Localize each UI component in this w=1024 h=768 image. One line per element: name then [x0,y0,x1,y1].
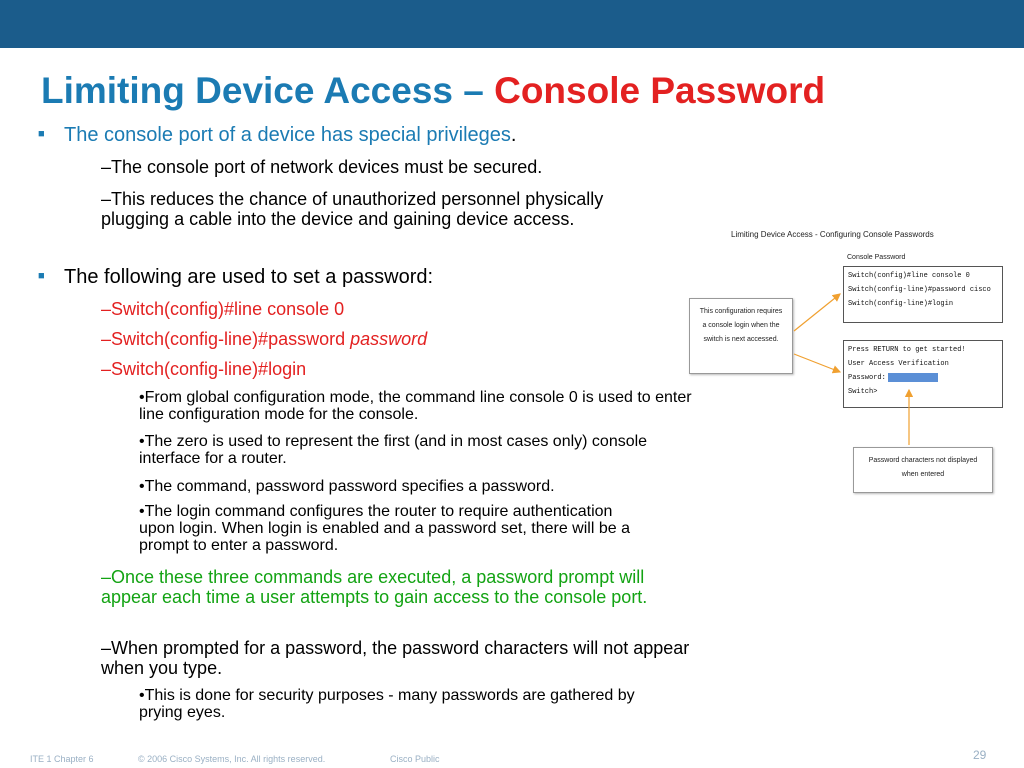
login-line: User Access Verification [848,360,949,368]
bullet-square-icon: ■ [38,270,45,282]
arrow-to-config [794,294,840,331]
config-line: Switch(config-line)#password cisco [848,286,991,294]
slide-title [41,70,825,112]
note-line: This configuration requires [699,308,783,315]
config-line: Switch(config)#line console 0 [848,272,970,280]
diagram-subtitle: Console Password [847,254,906,261]
footer-classification: Cisco Public [390,754,440,764]
command-line-console: –Switch(config)#line console 0 [101,299,345,319]
detail-3: •The command, password password specifies a password. [139,478,555,495]
title-main: Limiting Device Access – [41,70,495,111]
bullet-1-sub-2: –This reduces the chance of unauthorized personnel physically plugging a cable into the device and gaining device access. [101,189,604,229]
console-password-diagram [684,226,1014,498]
login-line: Press RETURN to get started! [848,346,966,354]
command-password-text: –Switch(config-line)#password [101,329,351,349]
header-bar [0,0,1024,48]
bullet-2: The following are used to set a password: [64,266,434,288]
sub-password-hidden: –When prompted for a password, the password characters will not appear when you type. [101,638,690,678]
note-line: switch is next accessed. [703,336,779,343]
config-line: Switch(config-line)#login [848,300,954,308]
footer-copyright: © 2006 Cisco Systems, Inc. All rights reserved. [138,754,326,764]
sub-once-commands: –Once these three commands are executed, a password prompt will appear each time a user attempts to gain access to the console port. [101,567,648,607]
arrow-to-login [794,354,840,372]
detail-2: •The zero is used to represent the first (and in most cases only) console interface for a router. [139,433,648,467]
page-number: 29 [973,748,987,762]
diagram-title: Limiting Device Access - Configuring Console Passwords [731,230,934,239]
login-line: Switch> [848,388,878,396]
command-login: –Switch(config-line)#login [101,359,307,379]
command-password [101,329,681,349]
login-line: Password: [848,374,886,382]
footer-chapter: ITE 1 Chapter 6 [30,754,94,764]
title-highlight: Console Password [494,70,826,111]
diagram-arrows [684,226,1014,498]
detail-1: •From global configuration mode, the command line console 0 is used to enter line configuration mode for the console. [139,389,692,423]
bullet-1-text: The console port of a device has special privileges [64,124,511,146]
bullet-1-sub-1: –The console port of network devices must be secured. [101,157,543,177]
bullet-1 [64,124,516,146]
note-line: Password characters not displayed [868,457,978,464]
note-line: when entered [901,471,945,478]
command-password-arg: password [350,329,428,349]
detail-4: •The login command configures the router to require authentication upon login. When login is enabled and a password set, there will be a prompt to enter a password. [139,503,630,554]
note-line: a console login when the [702,322,780,329]
bullet-1-period: . [510,124,517,146]
detail-security: •This is done for security purposes - many passwords are gathered by prying eyes. [139,687,635,721]
bullet-square-icon: ■ [38,128,45,140]
